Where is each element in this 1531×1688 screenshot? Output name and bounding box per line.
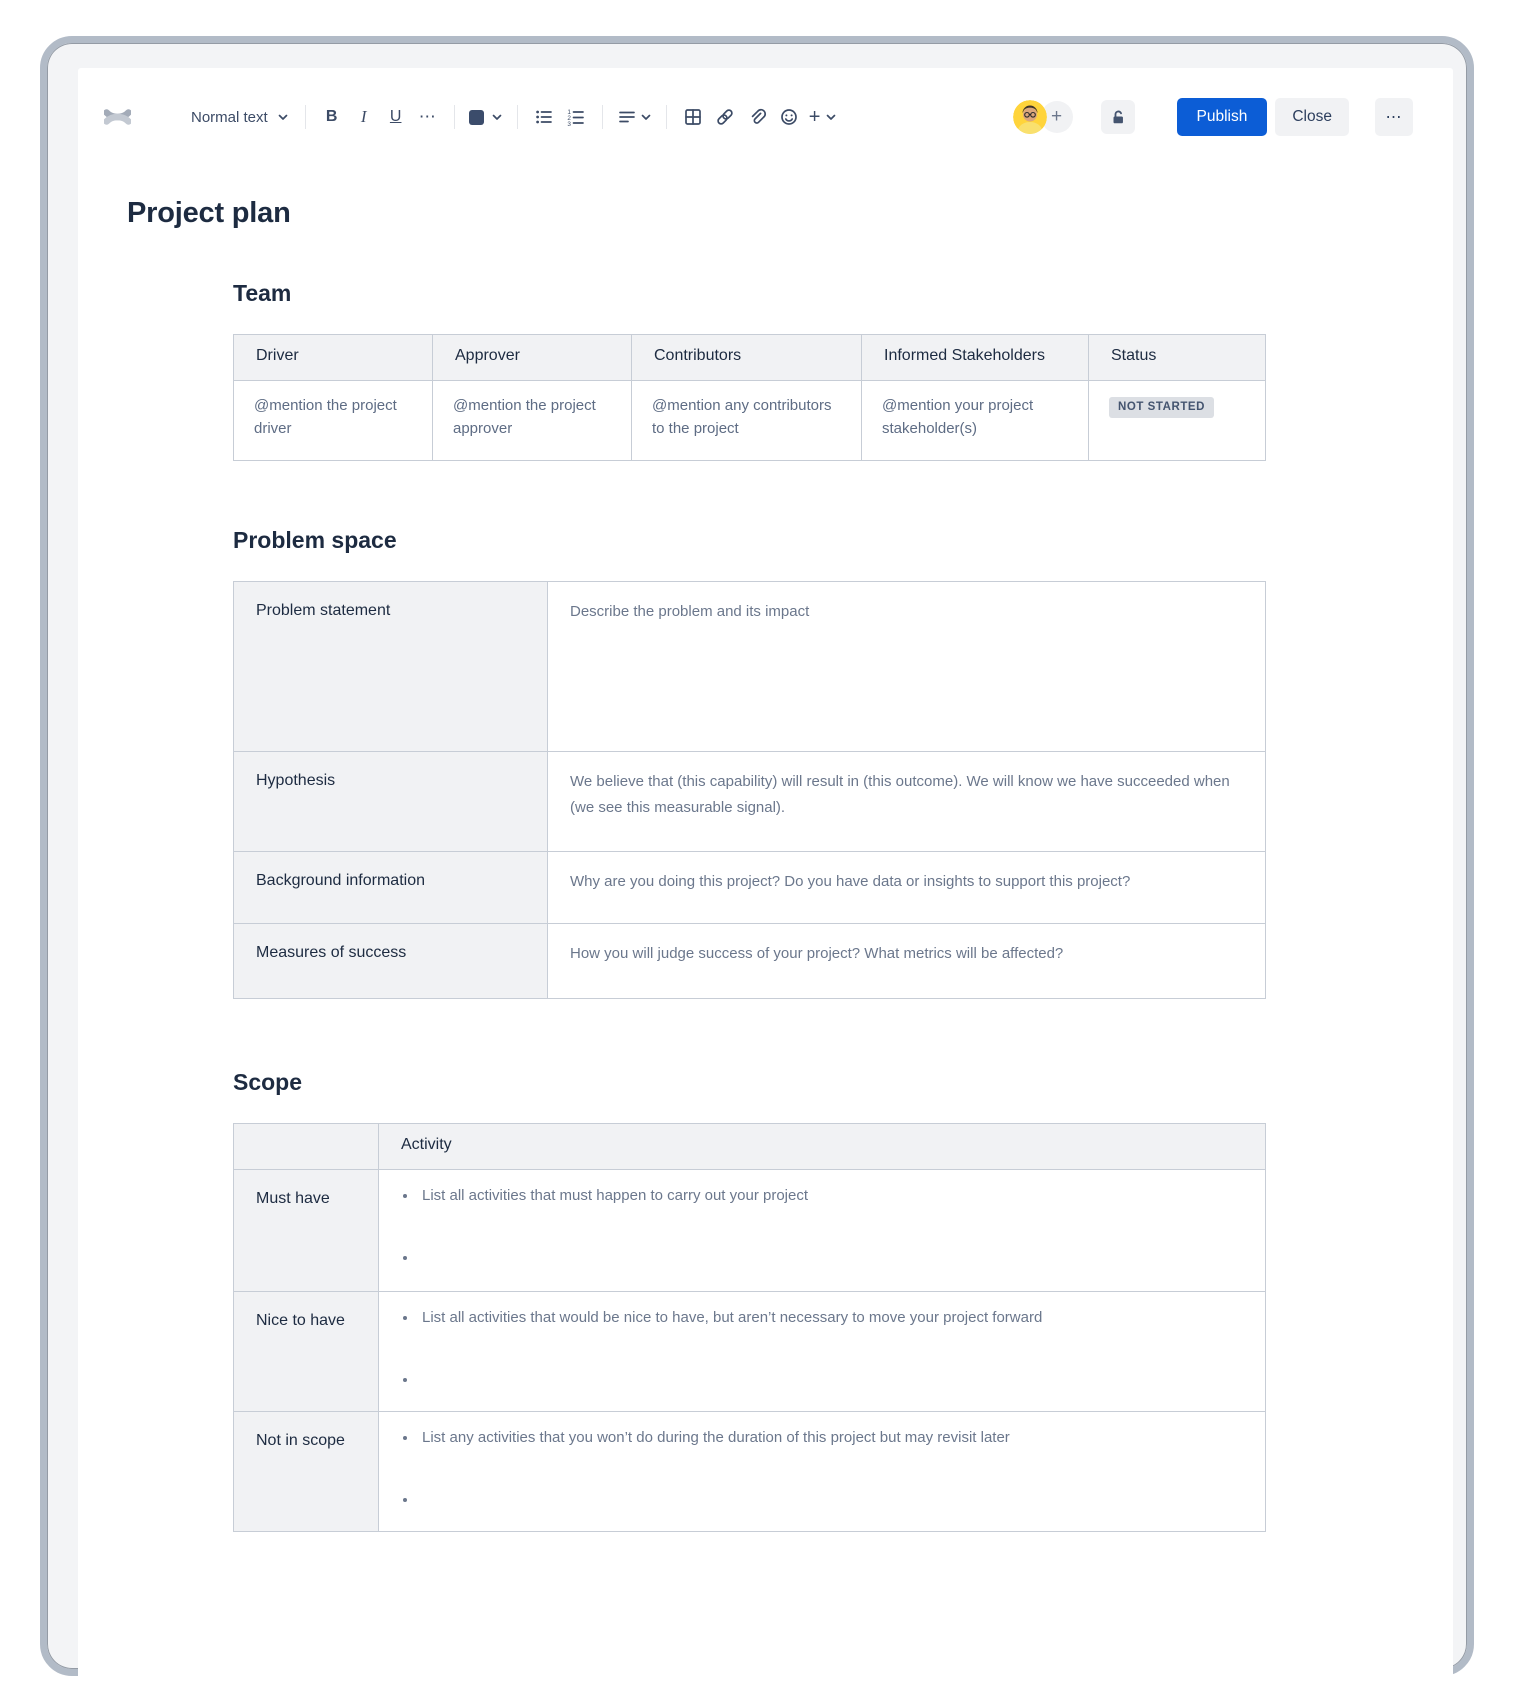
chevron-down-icon [640, 111, 652, 123]
collaborators [1013, 100, 1075, 134]
team-cell-stakeholders[interactable]: @mention your project stakeholder(s) [862, 381, 1089, 461]
bullet-list-button[interactable] [528, 101, 560, 133]
status-badge[interactable]: NOT STARTED [1109, 397, 1214, 418]
toolbar-divider [517, 105, 518, 129]
list-item-empty[interactable] [418, 1246, 1245, 1264]
table-row [234, 582, 1266, 752]
confluence-logo-icon [104, 105, 131, 129]
scope-table[interactable] [233, 1123, 1266, 1532]
insert-more-dropdown[interactable] [805, 101, 842, 133]
browser-window-card [40, 36, 1474, 1676]
scope-heading[interactable]: Scope [233, 1069, 303, 1095]
svg-text:3: 3 [567, 121, 571, 127]
more-actions-button[interactable]: ⋯ [1375, 98, 1413, 136]
toolbar-divider [666, 105, 667, 129]
measures-of-success-value[interactable]: How you will judge success of your project? What metrics will be affected? [548, 924, 1266, 999]
team-row [234, 381, 1266, 461]
italic-button[interactable]: I [348, 101, 380, 133]
list-item-empty[interactable] [418, 1368, 1245, 1386]
background-information-label[interactable]: Background information [234, 852, 548, 924]
toolbar-right-group [1013, 98, 1413, 136]
numbered-list-button[interactable] [560, 101, 592, 133]
chevron-down-icon [277, 111, 289, 123]
hypothesis-value[interactable]: We believe that (this capability) will result in (this outcome). We will know we have succeeded when (we see this measurable signal). [548, 752, 1266, 852]
team-cell-driver[interactable]: @mention the project driver [234, 381, 433, 461]
bold-button[interactable]: B [316, 101, 348, 133]
editor-toolbar [100, 98, 1413, 136]
page-title[interactable]: Project plan [127, 197, 291, 229]
team-header-stakeholders[interactable]: Informed Stakeholders [862, 335, 1089, 381]
restrictions-button[interactable] [1101, 100, 1135, 134]
emoji-button[interactable] [773, 101, 805, 133]
team-header-driver[interactable]: Driver [234, 335, 433, 381]
close-button[interactable]: Close [1275, 98, 1349, 136]
list-item[interactable]: • List any activities that you won’t do during the duration of this project but may revisit later [418, 1426, 1245, 1450]
team-header-status[interactable]: Status [1089, 335, 1266, 381]
scope-header-row [234, 1124, 1266, 1170]
more-formatting-button[interactable]: ⋯ [412, 101, 444, 133]
problem-space-heading[interactable]: Problem space [233, 527, 397, 553]
list-item[interactable]: • List all activities that would be nice to have, but aren’t necessary to move your project forward [418, 1306, 1245, 1330]
table-row [234, 1170, 1266, 1292]
unlock-icon [1109, 108, 1127, 126]
publish-button[interactable]: Publish [1177, 98, 1268, 136]
team-header-row [234, 335, 1266, 381]
nice-to-have-activities[interactable] [379, 1292, 1266, 1412]
toolbar-divider [305, 105, 306, 129]
bullet-list-icon [534, 107, 554, 127]
scope-header-activity[interactable]: Activity [379, 1124, 1266, 1170]
chevron-down-icon [825, 111, 837, 123]
add-collaborator-button[interactable]: + [1041, 101, 1073, 133]
list-item[interactable]: • List all activities that must happen to carry out your project [418, 1184, 1245, 1208]
svg-text:2: 2 [567, 115, 571, 123]
list-item-empty[interactable] [418, 1488, 1245, 1506]
toolbar-divider [454, 105, 455, 129]
table-row [234, 852, 1266, 924]
table-row [234, 752, 1266, 852]
table-icon [683, 107, 703, 127]
editor-surface [78, 68, 1453, 1688]
team-heading[interactable]: Team [233, 280, 292, 306]
team-header-approver[interactable]: Approver [433, 335, 632, 381]
attachment-button[interactable] [741, 101, 773, 133]
table-row [234, 924, 1266, 999]
team-cell-approver[interactable]: @mention the project approver [433, 381, 632, 461]
not-in-scope-label[interactable]: Not in scope [234, 1412, 379, 1532]
link-icon [715, 107, 735, 127]
scope-header-empty[interactable] [234, 1124, 379, 1170]
problem-statement-value[interactable]: Describe the problem and its impact [548, 582, 1266, 752]
team-table[interactable] [233, 334, 1266, 461]
team-cell-contributors[interactable]: @mention any contributors to the project [632, 381, 862, 461]
problem-statement-label[interactable]: Problem statement [234, 582, 548, 752]
background-information-value[interactable]: Why are you doing this project? Do you have data or insights to support this project? [548, 852, 1266, 924]
table-row [234, 1292, 1266, 1412]
text-color-swatch-icon [469, 110, 484, 125]
problem-space-table[interactable] [233, 581, 1266, 999]
insert-table-button[interactable] [677, 101, 709, 133]
plus-icon: + [808, 106, 821, 128]
toolbar-divider [602, 105, 603, 129]
insert-link-button[interactable] [709, 101, 741, 133]
text-style-dropdown[interactable] [185, 101, 295, 133]
toolbar-left-group [100, 101, 841, 133]
paperclip-icon [747, 107, 767, 127]
align-left-icon [617, 107, 637, 127]
underline-button[interactable]: U [380, 101, 412, 133]
text-color-dropdown[interactable] [465, 101, 507, 133]
measures-of-success-label[interactable]: Measures of success [234, 924, 548, 999]
user-avatar[interactable] [1013, 100, 1047, 134]
not-in-scope-activities[interactable] [379, 1412, 1266, 1532]
chevron-down-icon [491, 111, 503, 123]
must-have-label[interactable]: Must have [234, 1170, 379, 1292]
table-row [234, 1412, 1266, 1532]
hypothesis-label[interactable]: Hypothesis [234, 752, 548, 852]
text-style-label: Normal text [191, 108, 268, 126]
svg-text:1: 1 [567, 109, 571, 117]
team-header-contributors[interactable]: Contributors [632, 335, 862, 381]
nice-to-have-label[interactable]: Nice to have [234, 1292, 379, 1412]
team-cell-status[interactable] [1089, 381, 1266, 461]
smiley-icon [779, 107, 799, 127]
must-have-activities[interactable] [379, 1170, 1266, 1292]
text-align-dropdown[interactable] [613, 101, 656, 133]
numbered-list-icon [566, 107, 586, 127]
